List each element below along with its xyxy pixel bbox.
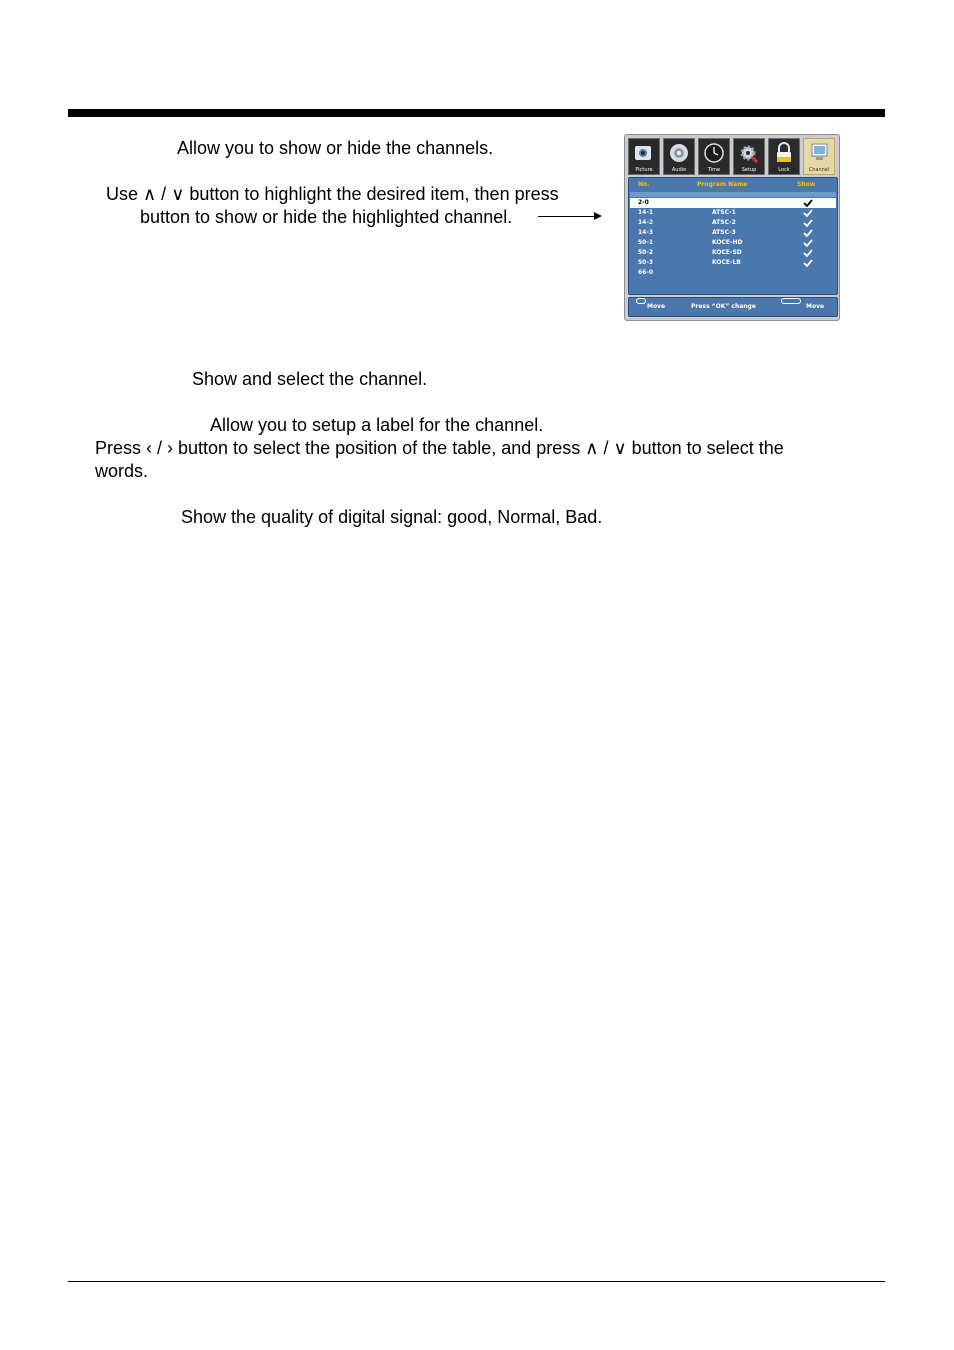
tab-picture-label: Picture — [635, 167, 653, 173]
label-description: Allow you to setup a label for the channel. — [210, 415, 544, 435]
tab-time[interactable] — [698, 138, 730, 175]
program-name: ATSC-1 — [712, 209, 736, 216]
column-no: No. — [638, 181, 650, 188]
channel-number: 14-2 — [638, 219, 654, 226]
footer-move-left: Move — [647, 303, 666, 310]
check-icon — [803, 229, 813, 237]
audio-icon — [667, 141, 691, 165]
channel-list-panel — [628, 177, 838, 295]
pointer-arrow-line — [538, 216, 596, 217]
channel-row[interactable] — [630, 238, 836, 248]
instruction-line-2: button to show or hide the highlighted channel. — [140, 207, 513, 227]
setup-icon — [737, 141, 761, 165]
signal-quality-description: Show the quality of digital signal: good, Normal, Bad. — [181, 507, 603, 527]
channel-row[interactable] — [630, 218, 836, 228]
column-show: Show — [797, 181, 816, 188]
lock-icon — [772, 141, 796, 165]
top-rule — [68, 109, 885, 117]
tab-audio[interactable] — [663, 138, 695, 175]
channel-number: 14-3 — [638, 229, 654, 236]
check-icon — [803, 249, 813, 257]
channel-row[interactable] — [630, 198, 836, 208]
channel-row[interactable] — [630, 268, 836, 278]
clock-icon — [702, 141, 726, 165]
osd-tab-bar — [628, 138, 838, 176]
channel-number: 50-2 — [638, 249, 654, 256]
check-icon — [803, 209, 813, 217]
tab-setup-label: Setup — [741, 167, 757, 173]
favorite-description: Show and select the channel. — [192, 369, 428, 389]
menu-key-icon — [781, 298, 801, 304]
channel-row[interactable] — [630, 208, 836, 218]
channel-number: 50-1 — [638, 239, 654, 246]
channel-number: 2-0 — [638, 199, 649, 206]
channel-row[interactable] — [630, 248, 836, 258]
channel-number: 66-0 — [638, 269, 654, 276]
label-instruction-line-1: Press ‹ / › button to select the position of the table, and press ∧ / ∨ button to select the — [95, 438, 784, 458]
program-name: KOCE-LB — [712, 259, 741, 266]
pointer-arrow-head — [594, 212, 602, 220]
tab-channel-label: Channel — [808, 167, 830, 173]
bottom-rule — [68, 1281, 885, 1282]
program-name: ATSC-3 — [712, 229, 736, 236]
list-highlight-bar — [630, 192, 836, 197]
label-instruction-line-2: words. — [95, 461, 149, 481]
tab-lock-label: Lock — [778, 167, 790, 173]
check-icon — [803, 259, 813, 267]
channel-number: 14-1 — [638, 209, 654, 216]
nav-keys-icon — [636, 298, 646, 304]
program-name: KOCE-HD — [712, 239, 743, 246]
osd-footer — [628, 297, 838, 317]
channel-row[interactable] — [630, 258, 836, 268]
program-name: KOCE-SD — [712, 249, 742, 256]
tab-time-label: Time — [707, 167, 721, 173]
channel-row[interactable] — [630, 228, 836, 238]
tab-setup[interactable] — [733, 138, 765, 175]
check-icon — [803, 219, 813, 227]
channel-list-header — [629, 180, 837, 190]
footer-ok-hint: Press “OK” change — [691, 303, 756, 310]
tv-osd-channel-menu — [624, 134, 840, 321]
tab-channel[interactable] — [803, 138, 835, 175]
footer-move-right: Move — [806, 303, 825, 310]
channel-number: 50-3 — [638, 259, 654, 266]
tab-lock[interactable] — [768, 138, 800, 175]
show-hide-description: Allow you to show or hide the channels. — [177, 138, 494, 158]
check-icon — [803, 239, 813, 247]
tab-picture[interactable] — [628, 138, 660, 175]
channel-icon — [807, 141, 831, 165]
tab-audio-label: Audio — [671, 167, 687, 173]
program-name: ATSC-2 — [712, 219, 736, 226]
column-program-name: Program Name — [697, 181, 748, 188]
picture-icon — [632, 141, 656, 165]
check-icon — [803, 199, 813, 207]
instruction-line-1: Use ∧ / ∨ button to highlight the desired item, then press — [106, 184, 559, 204]
